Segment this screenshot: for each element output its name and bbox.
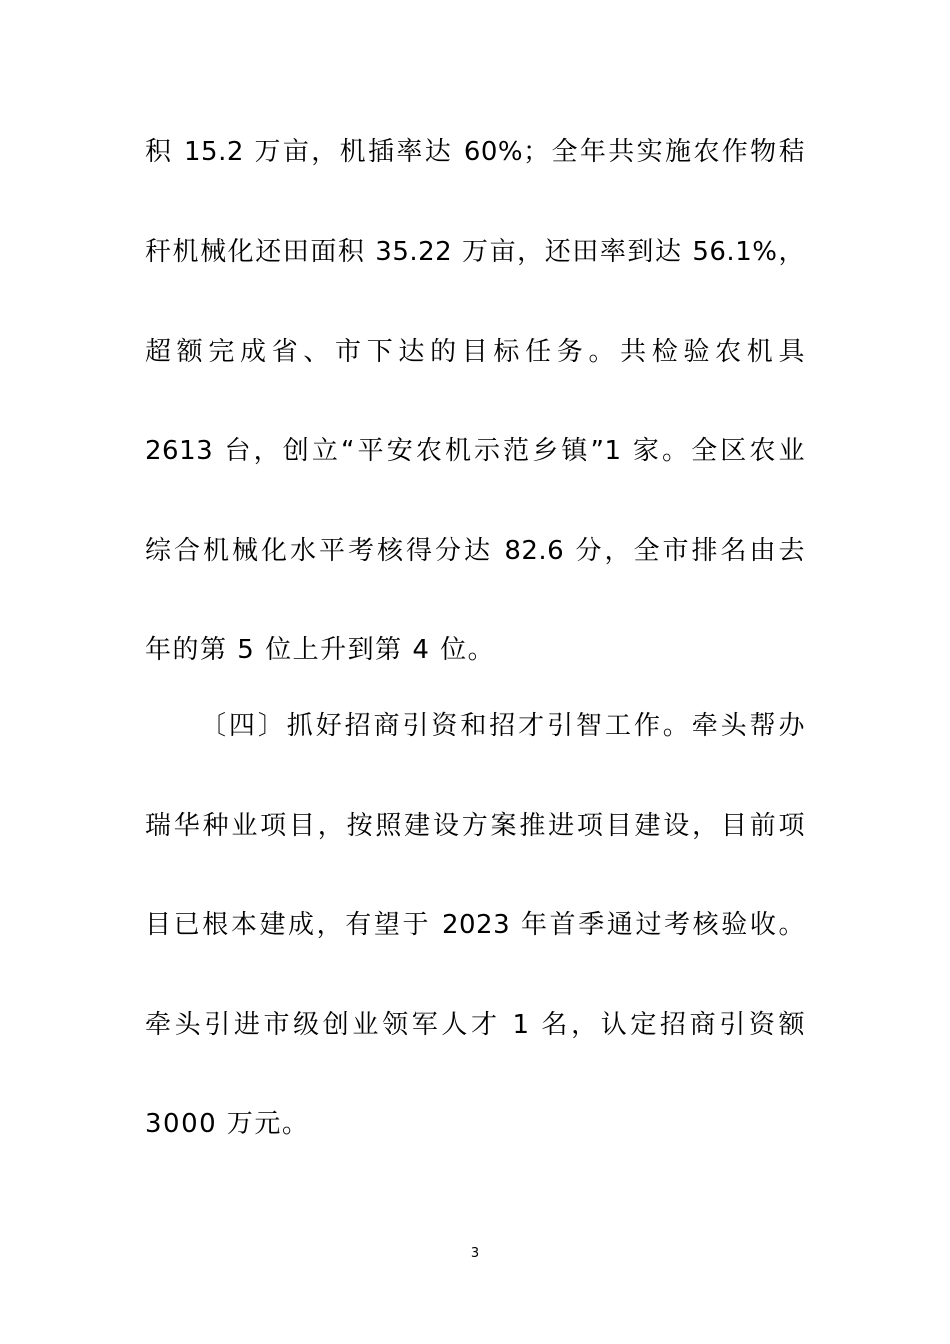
text-line: 牵头引进市级创业领军人才 1 名，认定招商引资额 xyxy=(145,1010,805,1040)
page-number: 3 xyxy=(470,1246,480,1261)
text-line: 3000 万元。 xyxy=(145,1109,310,1139)
text-line: 秆机械化还田面积 35.22 万亩，还田率到达 56.1%， xyxy=(145,237,805,267)
text-line: 积 15.2 万亩，机插率达 60%；全年共实施农作物秸 xyxy=(145,137,805,167)
section-heading-line: 〔四〕抓好招商引资和招才引智工作。牵头帮办 xyxy=(200,711,805,741)
text-line: 2613 台，创立“平安农机示范乡镇”1 家。全区农业 xyxy=(145,436,805,466)
text-line: 超额完成省、市下达的目标任务。共检验农机具 xyxy=(145,337,805,367)
text-line: 综合机械化水平考核得分达 82.6 分，全市排名由去 xyxy=(145,536,805,566)
text-line: 目已根本建成，有望于 2023 年首季通过考核验收。 xyxy=(145,910,805,940)
text-line: 年的第 5 位上升到第 4 位。 xyxy=(145,635,496,665)
text-line: 瑞华种业项目，按照建设方案推进项目建设，目前项 xyxy=(145,811,805,841)
